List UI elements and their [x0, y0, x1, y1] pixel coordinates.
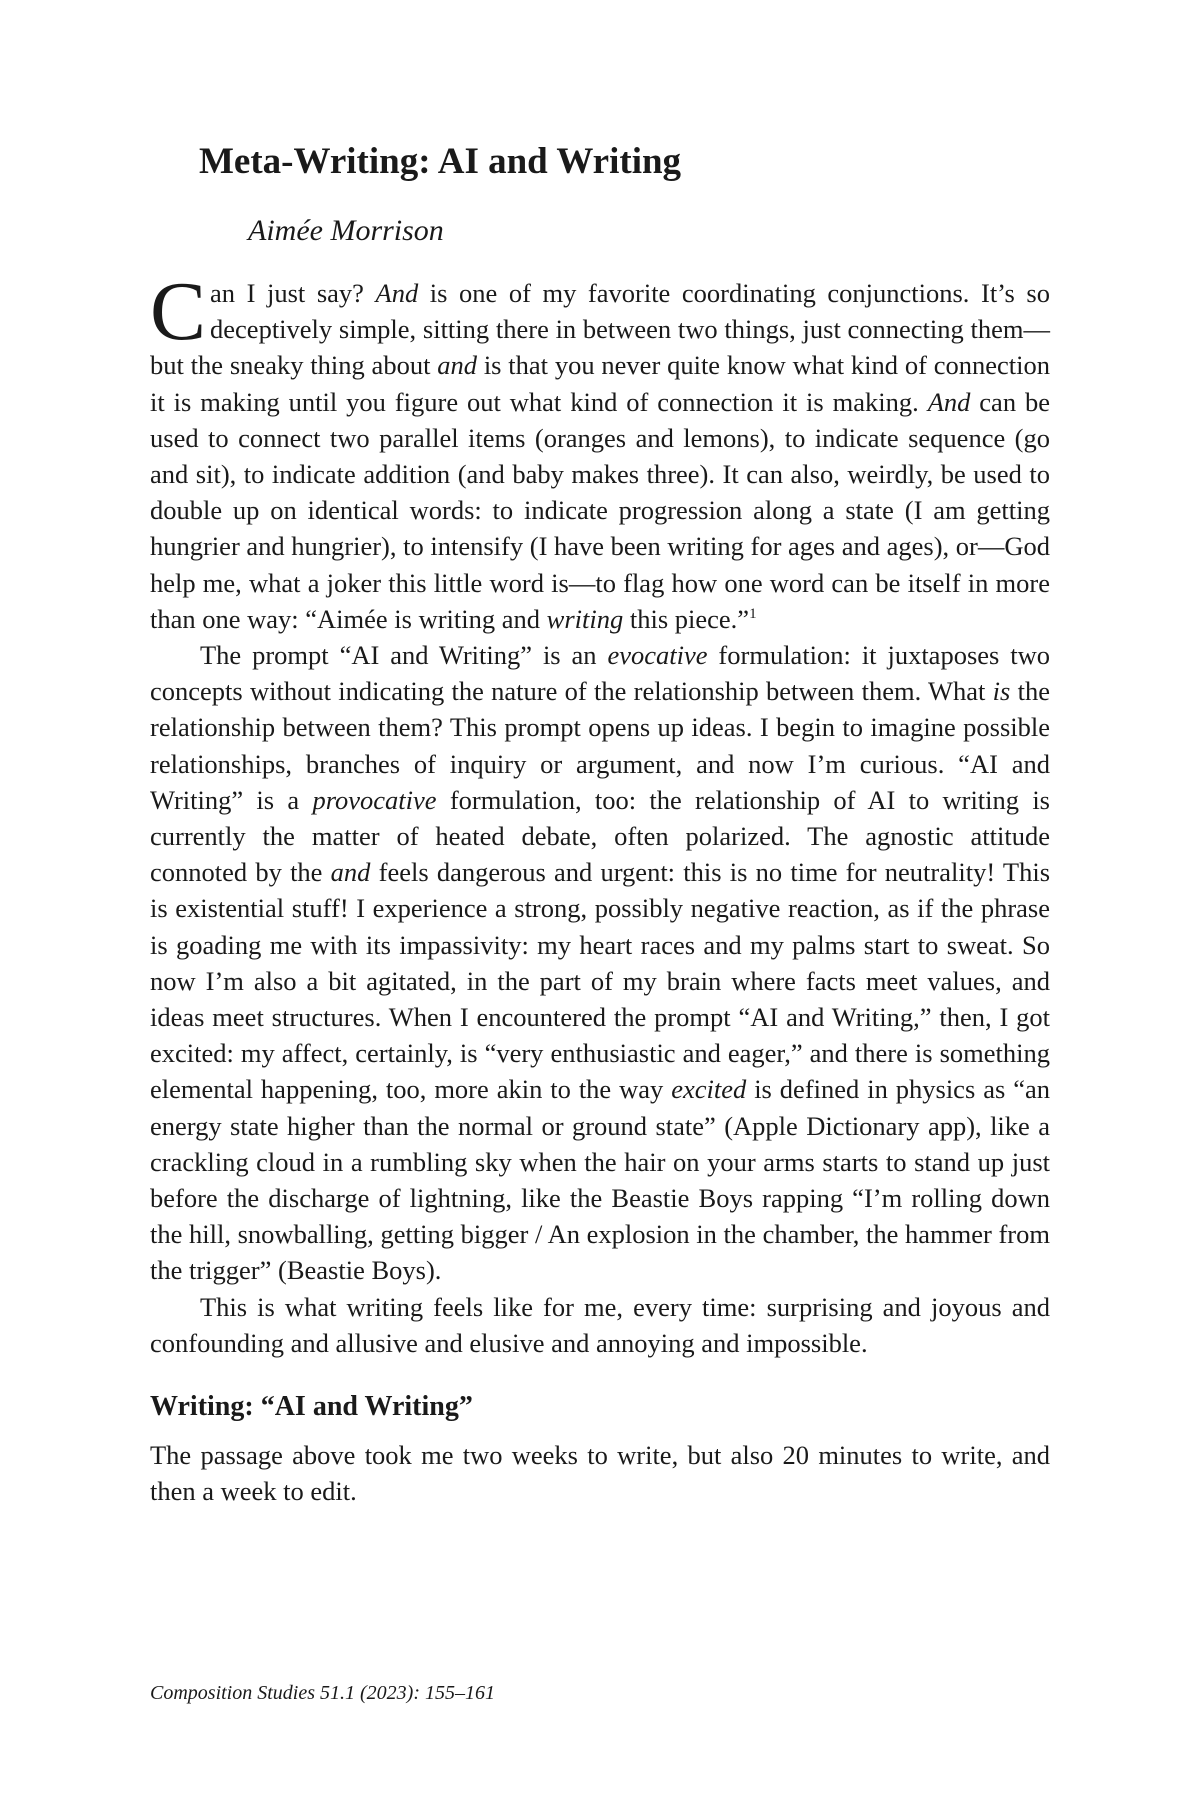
text-run: is that you never quite know what kind of connection it is making until you figure out what kind of connection it is making. [150, 350, 1050, 417]
paragraph-2 [150, 637, 1050, 1289]
text-run: formulation: it juxtaposes two concepts without indicating the nature of the relationship between them. What [150, 640, 1050, 707]
article-body [150, 265, 1051, 1510]
article-author: Aimée Morrison [248, 214, 444, 247]
text-run: is [992, 676, 1011, 707]
drop-cap: C [150, 265, 207, 358]
section-heading: Writing: “AI and Writing” [150, 1391, 473, 1423]
text-run: writing [546, 603, 624, 634]
text-run: is one of my favorite coordinating conjunctions. It’s so deceptively simple, sitting there in between two things, just connecting them—but the sneaky thing about [150, 278, 1050, 381]
text-run: the relationship between them? This prompt opens up ideas. I begin to imagine possible relationships, branches of inquiry or argument, and now I’m curious. “AI and Writing” is a [150, 676, 1050, 815]
text-run: formulation, too: the relationship of AI to writing is currently the matter of heated debate, often polarized. The agnostic attitude connoted by the [150, 784, 1050, 888]
paragraph-3 [150, 1289, 1050, 1361]
text-run: provocative [312, 784, 437, 815]
text-run: excited [671, 1074, 747, 1105]
text-run: feels dangerous and urgent: this is no time for neutrality! This is existential stuff! I experience a strong, possibly negative reaction, as if the phrase is goading me with its impassivity: my heart races and my palms start to sweat. So now I’m also a bit agitated, in the part of my brain where facts meet values, and ideas meet structures. When I encountered the prompt “AI and Writing,” then, I got excited: my affect, certainly, is “very enthusiastic and eager,” and there is something elemental happening, too, more akin to the way [150, 857, 1051, 1105]
paragraph-1 [150, 265, 1050, 637]
text-run: And [375, 278, 419, 308]
section-paragraph: The passage above took me two weeks to write, but also 20 minutes to write, and then a week to edit. [150, 1440, 1050, 1507]
text-run: can be used to connect two parallel items (oranges and lemons), to indicate sequence (go and sit), to indicate addition (and baby makes three). It can also, weirdly, be used to double up on identical words: to indicate progression along a state (I am getting hungrier and hungrier), to intensify (I have been writing for ages and ages), or—God help me, what a joker this little word is—to flag how one word can be itself in more than one way: “Aimée is writing and [150, 386, 1050, 634]
article-title: Meta-Writing: AI and Writing [199, 141, 682, 182]
footnote-marker: 1 [749, 606, 757, 622]
text-run: this piece.” [623, 603, 750, 634]
text-run: is defined in physics as “an energy state higher than the normal or ground state” (Apple Dictionary app), like a crackling cloud in a rumbling sky when the hair on your arms starts to stand up just before the discharge of lightning, like the Beastie Boys rapping “I’m rolling down the hill, snowballing, getting bigger / An explosion in the chamber, the hammer from the trigger” (Beastie Boys). [150, 1074, 1050, 1286]
text-run: an I just say? [210, 278, 376, 308]
text-run: This is what writing feels like for me, every time: surprising and joyous and confounding and allusive and elusive and annoying and impossible. [150, 1291, 1050, 1358]
journal-citation: Composition Studies 51.1 (2023): 155–161 [150, 1682, 495, 1704]
text-run: The prompt “AI and Writing” is an [200, 640, 608, 671]
text-run: and [437, 350, 477, 381]
text-run: And [927, 386, 971, 417]
text-run: evocative [607, 640, 708, 671]
text-run: and [330, 857, 371, 888]
